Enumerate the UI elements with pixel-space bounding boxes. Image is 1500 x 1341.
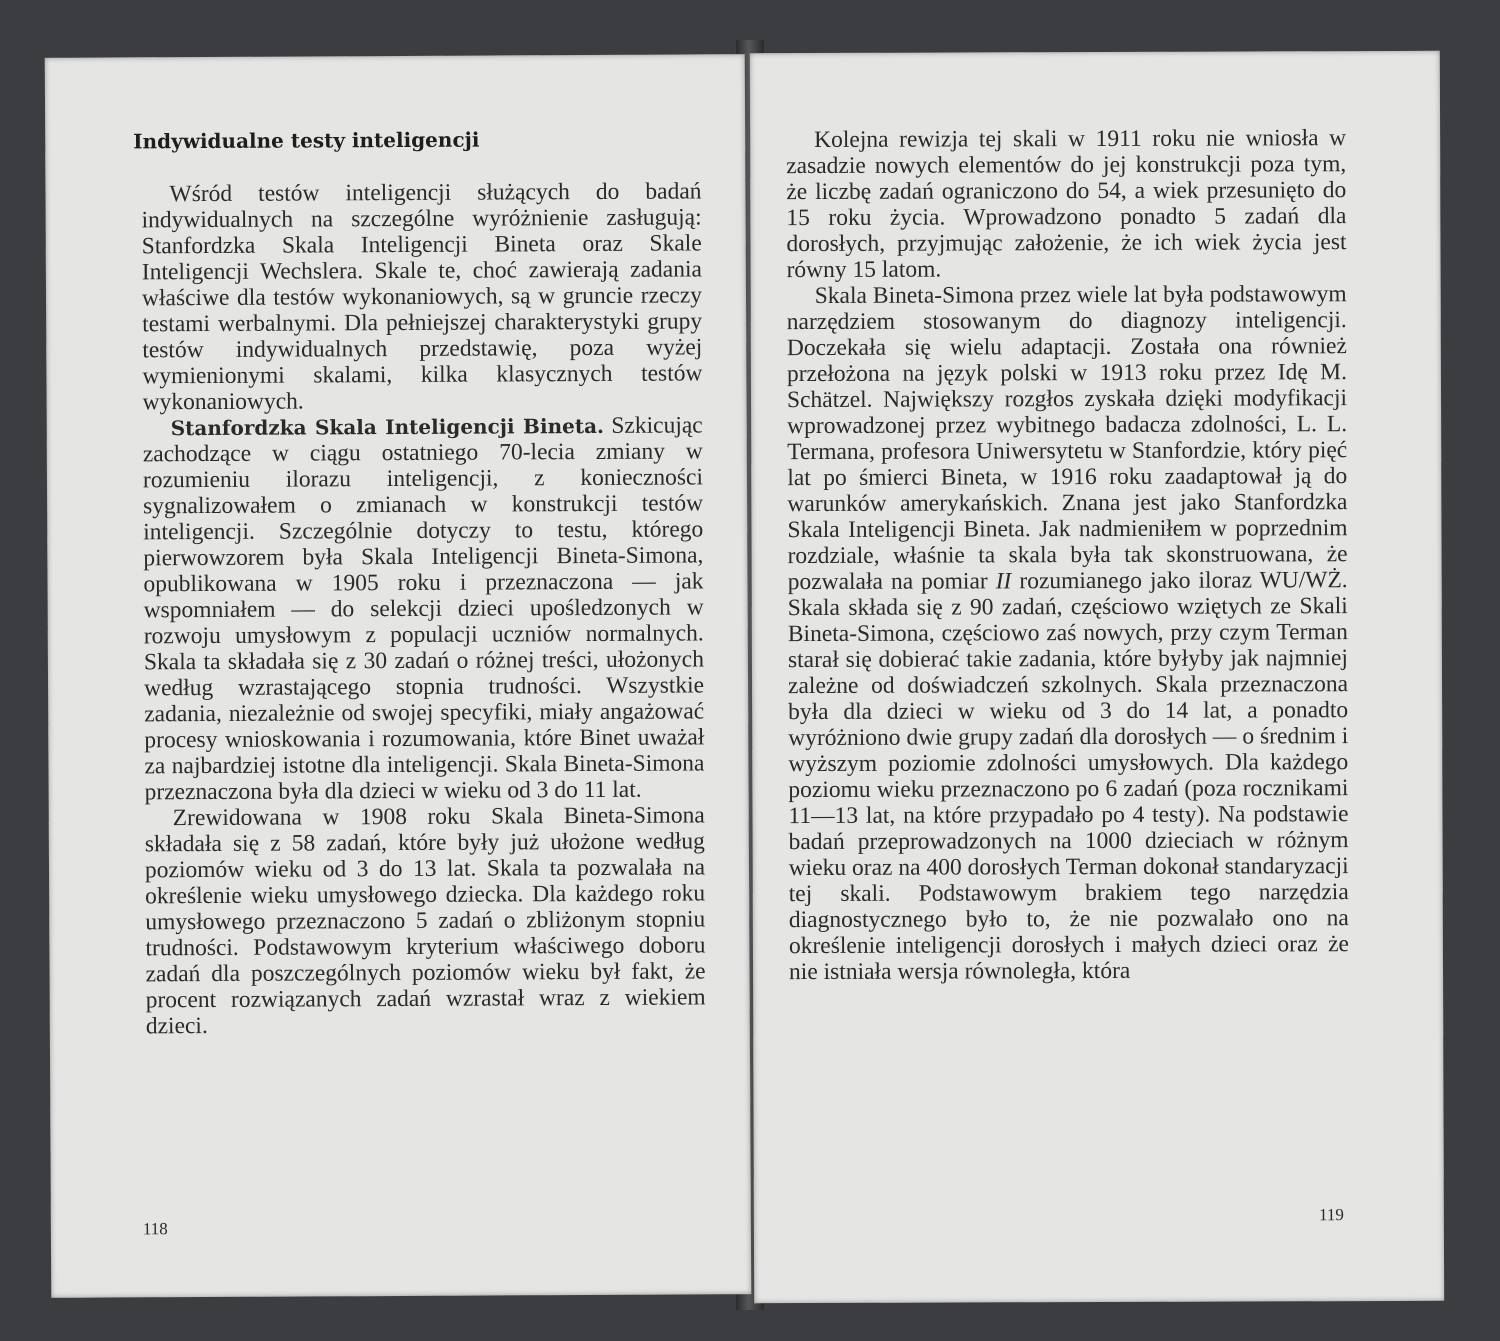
left-page <box>45 54 751 1298</box>
right-paragraph-1: Kolejna rewizja tej skali w 1911 roku nie wniosła w zasadzie nowych elementów do jej konstrukcji poza tym, że liczbę zadań ograniczono do 54, a wiek przesunięto do 15 roku życia. Wprowadzono ponadto 5 zadań dla dorosłych, przyjmując założenie, że ich wiek życia jest równy 15 latom. <box>786 125 1347 284</box>
iq-italic-abbrev: II <box>995 568 1012 595</box>
left-page-body <box>141 178 705 1039</box>
page-number-left: 118 <box>142 1219 168 1239</box>
left-paragraph-1: Wśród testów inteligencji służących do badań indywidualnych na szczególne wyróżnienie zasługują: Stanfordzka Skala Inteligencji Bineta oraz Skale Inteligencji Wechslera. Skale te, choć zawierają zadania właściwe dla testów wykonaniowych, są w gruncie rzeczy testami werbalnymi. Dla pełniejszej charakterystyki grupy testów indywidualnych przedstawię, poza wyżej wymienionymi skalami, kilka klasycznych testów wykonaniowych. <box>141 178 703 416</box>
right-page-body <box>786 125 1349 985</box>
right-paragraph-2 <box>787 281 1349 985</box>
right-paragraph-2a: Skala Bineta-Simona przez wiele lat była podstawowym narzędziem stosowanym do diagnozy inteligencji. Doczekała się wielu adaptacji. Została ona również przełożona na język polski w 1913 roku przez Idę M. Schätzel. Największy rozgłos zyskała dzięki modyfikacji wprowadzonej przez wybitnego badacza zdolności, L. L. Termana, profesora Uniwersytetu w Stanfordzie, który pięć lat po śmierci Bineta, w 1916 roku zaadaptował ją do warunków amerykańskich. Znana jest jako Stanfordzka Skala Inteligencji Bineta. Jak nadmieniłem w poprzednim rozdziale, właśnie ta skala była tak skonstruowana, że pozwalała na pomiar <box>786 281 1348 596</box>
left-paragraph-3: Zrewidowana w 1908 roku Skala Bineta-Simona składała się z 58 zadań, które były już ułożone według poziomów wieku od 3 do 13 lat. Skala ta pozwalała na określenie wieku umysłowego dziecka. Dla każdego roku umysłowego przeznaczono 5 zadań o zbliżonym stopniu trudności. Podstawowym kryterium właściwego doboru zadań dla poszczególnych poziomów wieku był fakt, że procent rozwiązanych zadań wzrastał wraz z wiekiem dzieci. <box>144 802 706 1040</box>
right-page <box>750 51 1444 1303</box>
page-number-right: 119 <box>1318 1205 1344 1225</box>
left-paragraph-2-text: Szkicując zachodzące w ciągu ostatniego 70-lecia zmiany w rozumieniu ilorazu inteligencji, z konieczności sygnalizowałem o zmianach w konstrukcji testów inteligencji. Szczególnie dotyczy to testu, którego pierwowzorem była Skala Inteligencji Bineta-Simona, opublikowana w 1905 roku i przeznaczona — jak wspomniałem — do selekcji dzieci upośledzonych w rozwoju umysłowym z populacji uczniów normalnych. Skala ta składała się z 30 zadań o różnej treści, ułożonych według wzrastającego stopnia trudności. Wszystkie zadania, niezależnie od swojej specyfiki, miały angażować procesy wnioskowania i rozumowania, które Binet uważał za najbardziej istotne dla inteligencji. Skala Bineta-Simona przeznaczona była dla dzieci w wieku od 3 do 11 lat. <box>142 412 705 806</box>
subsection-runin-heading: Stanfordzka Skala Inteligencji Bineta. <box>170 413 605 441</box>
right-paragraph-2b: rozumianego jako iloraz WU/WŻ. Skala składa się z 90 zadań, częściowo wziętych ze Skali Bineta-Simona, częściowo zaś nowych, przy czym Terman starał się dobierać takie zadania, które byłyby jak najmniej zależne od doświadczeń szkolnych. Skala przeznaczona była dla dzieci w wieku od 3 do 14 lat, a ponadto wyróżniono dwie grupy zadań dla dorosłych — o średnim i wyższym poziomie zdolności umysłowych. Dla każdego poziomu wieku przeznaczono po 6 zadań (poza rocznikami 11—13 lat, na które przypadało po 4 testy). Na podstawie badań przeprowadzonych na 1000 dzieciach w różnym wieku oraz na 400 dorosłych Terman dokonał standaryzacji tej skali. Podstawowym brakiem tego narzędzia diagnostycznego było to, że nie pozwalało ono na określenie inteligencji dorosłych i małych dzieci oraz że nie istniała wersja równoległa, która <box>787 567 1349 986</box>
section-heading: Indywidualne testy inteligencji <box>133 127 480 154</box>
left-paragraph-2 <box>143 412 705 805</box>
